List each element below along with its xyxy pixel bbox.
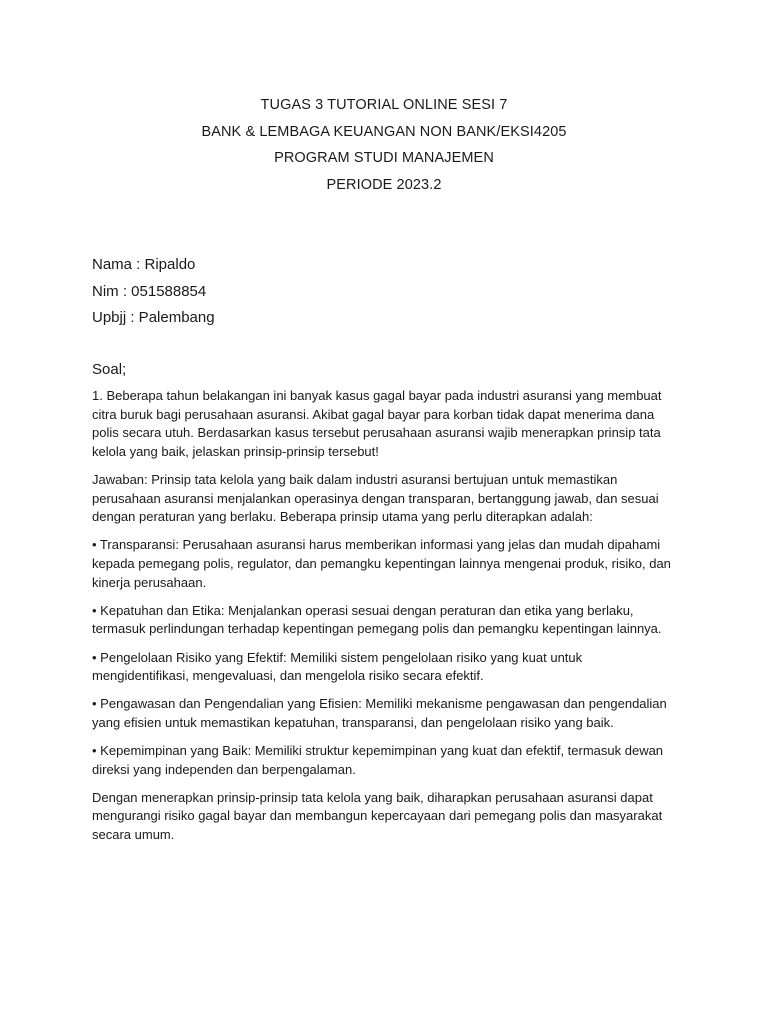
question-paragraph: 1. Beberapa tahun belakangan ini banyak kasus gagal bayar pada industri asuransi yang membuat citra buruk bagi perusahaan asuransi. Akibat gagal bayar para korban tidak dapat menerima dana polis secara utuh. Berdasarkan kasus tersebut perusahaan asuransi wajib menerapkan prinsip tata kelola yang baik, jelaskan prinsip-prinsip tersebut! — [92, 388, 662, 459]
conclusion-paragraph: Dengan menerapkan prinsip-prinsip tata kelola yang baik, diharapkan perusahaan asuransi dapat mengurangi risiko gagal bayar dan membangun kepercayaan dari pemegang polis dan masyarakat secara umum. — [92, 789, 663, 843]
document-body — [92, 387, 682, 854]
course-title: BANK & LEMBAGA KEUANGAN NON BANK/EKSI4205 — [201, 123, 567, 140]
assignment-title: TUGAS 3 TUTORIAL ONLINE SESI 7 — [260, 97, 508, 113]
period: PERIODE 2023.2 — [326, 176, 442, 193]
questions-heading: Soal; — [92, 361, 127, 378]
principle-leadership: • Kepemimpinan yang Baik: Memiliki struktur kepemimpinan yang kuat dan efektif, termasuk dewan direksi yang independen dan berpengalaman. — [92, 743, 664, 777]
document-header — [0, 92, 768, 198]
study-program: PROGRAM STUDI MANAJEMEN — [274, 150, 494, 166]
principle-compliance-ethics: • Kepatuhan dan Etika: Menjalankan operasi sesuai dengan peraturan dan etika yang berlaku, termasuk perlindungan terhadap kepentingan pemegang polis dan pemangku kepentingan lainnya. — [92, 602, 662, 637]
principle-oversight-control: • Pengawasan dan Pengendalian yang Efisien: Memiliki mekanisme pengawasan dan pengendalian yang efisien untuk memastikan kepatuhan, transparansi, dan pengelolaan risiko yang baik. — [92, 696, 667, 730]
student-nim: Nim : 051588854 — [92, 282, 207, 300]
student-name: Nama : Ripaldo — [92, 256, 196, 273]
student-identity — [92, 252, 215, 332]
principle-transparency: • Transparansi: Perusahaan asuransi harus memberikan informasi yang jelas dan mudah dipahami kepada pemegang polis, regulator, dan pemangku kepentingan lainnya mengenai produk, risiko, dan kinerja perusahaan. — [92, 537, 671, 590]
principle-risk-management: • Pengelolaan Risiko yang Efektif: Memiliki sistem pengelolaan risiko yang kuat untuk mengidentifikasi, mengevaluasi, dan mengelola risiko secara efektif. — [92, 649, 583, 684]
student-upbjj: Upbjj : Palembang — [92, 309, 215, 326]
answer-intro-paragraph: Jawaban: Prinsip tata kelola yang baik dalam industri asuransi bertujuan untuk memastikan perusahaan asuransi menjalankan operasinya dengan transparan, bertanggung jawab, dan sesuai dengan peraturan yang berlaku. Beberapa prinsip utama yang perlu diterapkan adalah: — [92, 471, 659, 525]
